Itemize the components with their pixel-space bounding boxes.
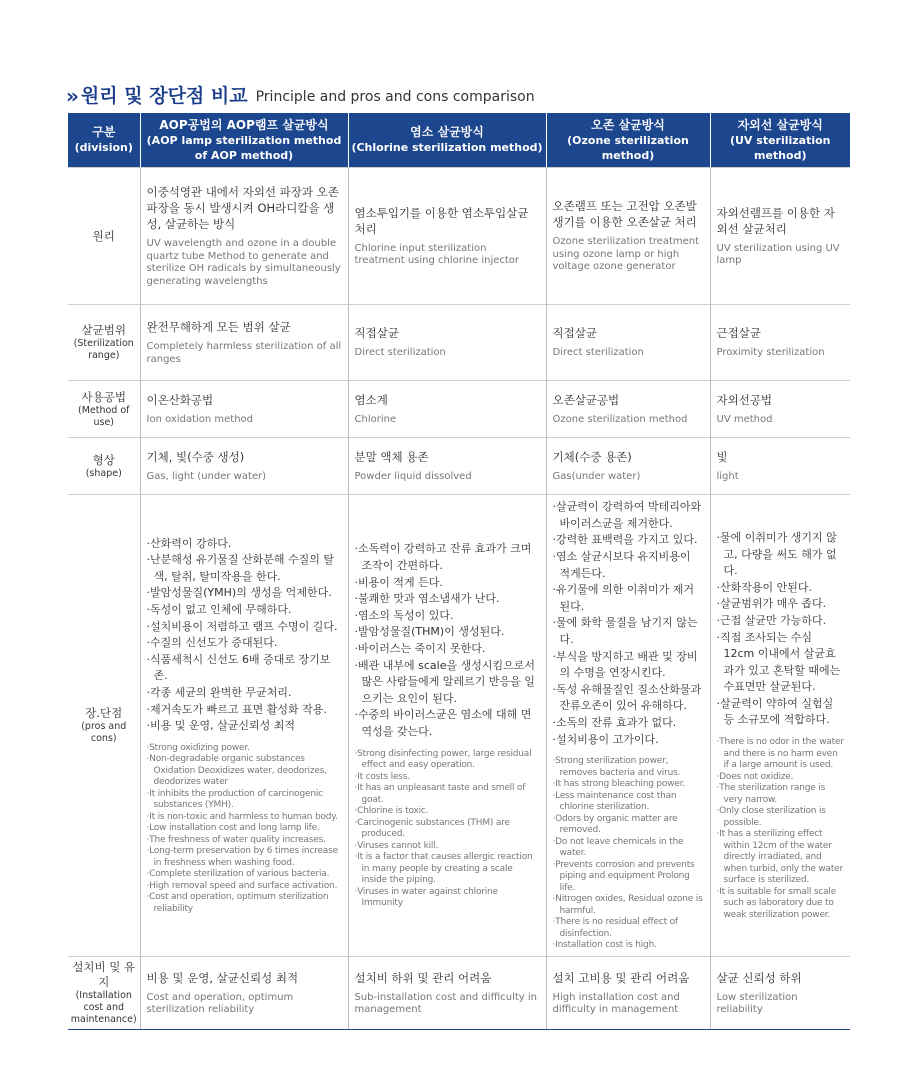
list-item: ·It inhibits the production of carcinogenic substances (YMH). xyxy=(146,788,323,811)
list-item: ·수중의 바이러스균은 염소에 대해 면역성을 갖는다. xyxy=(354,708,532,738)
cell-ozone: 오존살균공법 Ozone sterilization method xyxy=(546,381,710,438)
list-item: ·비용이 적게 든다. xyxy=(354,575,443,589)
cell-aop: 완전무해하게 모든 범위 살균 Completely harmless sterilization of all ranges xyxy=(140,305,348,381)
list-item: ·Strong disinfecting power, large residual effect and easy operation. xyxy=(354,748,532,771)
list-item: ·Cost and operation, optimum sterilization reliability xyxy=(146,892,329,914)
list-item: ·근접 살균만 가능하다. xyxy=(716,613,827,627)
list-item: ·It has a sterilizing effect within 12cm of the water directly irradiated, and when turbid, only the water surface is sterilized. xyxy=(716,829,844,886)
list-item: ·유기물에 의한 이취미가 제거된다. xyxy=(552,583,694,613)
title-korean: 원리 및 장단점 비교 xyxy=(80,85,248,107)
cell-chlorine xyxy=(348,495,546,957)
cell-uv: 근접살균 Proximity sterilization xyxy=(710,305,850,381)
list-item: ·There is no residual effect of disinfection. xyxy=(552,917,678,939)
cell-chlorine: 직접살균 Direct sterilization xyxy=(348,305,546,381)
list-item: ·식품세척시 신선도 6배 증대로 장기보존. xyxy=(146,652,331,683)
list-item: ·설치비용이 저렴하고 램프 수명이 길다. xyxy=(146,619,338,633)
list-item: ·배관 내부에 scale을 생성시킴으로서 많은 사람들에게 알레르기 반응을 일으키는 요인이 된다. xyxy=(354,658,535,705)
list-item: ·소독력이 강력하고 잔류 효과가 크며 조작이 간편하다. xyxy=(354,542,532,573)
cell-chlorine: 분말 액체 용존 Powder liquid dissolved xyxy=(348,438,546,495)
row-label: 사용공법 (Method of use) xyxy=(68,381,140,438)
list-item: ·바이러스는 죽이지 못한다. xyxy=(354,642,486,655)
header-division: 구분 (division) xyxy=(68,113,140,168)
list-item: ·살균력이 약하여 실험실 등 소규모에 적합하다. xyxy=(716,696,834,727)
list-item: ·The sterilization range is very narrow. xyxy=(716,783,826,805)
list-item: ·설치비용이 고가이다. xyxy=(552,732,659,746)
list-item: ·제거속도가 빠르고 표면 활성화 작용. xyxy=(146,702,327,716)
list-item: ·독성 유해물질인 질소산화물과 잔류오존이 있어 유해하다. xyxy=(552,682,702,713)
list-item: ·It has strong bleaching power. xyxy=(552,779,686,790)
cell-ozone: 직접살균 Direct sterilization xyxy=(546,305,710,381)
cell-uv: 자외선램프를 이용한 자외선 살균처리 UV sterilization using UV lamp xyxy=(710,168,850,305)
list-item: ·There is no odor in the water and there is no harm even if a large amount is used. xyxy=(716,737,844,771)
row-label: 장.단점 (pros and cons) xyxy=(68,495,140,957)
row-label: 살균범위 (Sterilization range) xyxy=(68,305,140,381)
list-item: ·강력한 표백력을 가지고 있다. xyxy=(552,533,698,547)
row-label: 형상 (shape) xyxy=(68,438,140,495)
list-item: ·Viruses in water against chlorine Immunity xyxy=(354,886,498,909)
cell-uv xyxy=(710,495,850,957)
list-item: ·각종 세균의 완벽한 무균처리. xyxy=(146,686,292,700)
list-item: ·Strong sterilization power, removes bacteria and virus. xyxy=(552,756,681,778)
cell-chlorine: 염소투입기를 이용한 염소투입살균 처리 Chlorine input sterilization treatment using chlorine injector xyxy=(348,168,546,305)
section-title xyxy=(66,79,866,107)
list-item: ·It has an unpleasant taste and smell of goat. xyxy=(354,783,526,805)
cell-ozone: 오존램프 또는 고전압 오존발생기를 이용한 오존살균 처리 Ozone sterilization treatment using ozone lamp or high voltage ozone generator xyxy=(546,168,710,305)
list-item: ·독성이 없고 인체에 무해하다. xyxy=(146,603,292,617)
list-item: ·비용 및 운영, 살균신뢰성 최적 xyxy=(146,719,295,733)
header-chlorine: 염소 살균방식 (Chlorine sterilization method) xyxy=(348,113,546,168)
row-pros-cons xyxy=(68,495,850,957)
cell-aop: 비용 및 운영, 살균신뢰성 최적 Cost and operation, optimum sterilization reliability xyxy=(140,957,348,1030)
list-item: ·부식을 방지하고 배관 및 장비의 수명을 연장시킨다. xyxy=(552,649,698,680)
list-item: ·Complete sterilization of various bacteria. xyxy=(146,869,330,880)
list-item: ·산화작용이 안된다. xyxy=(716,580,812,594)
comparison-table xyxy=(68,113,850,1030)
list-item: ·발암성물질(YMH)의 생성을 억제한다. xyxy=(146,586,332,600)
list-item: ·소독의 잔류 효과가 없다. xyxy=(552,716,677,730)
list-item: ·Long-term preservation by 6 times increase in freshness when washing food. xyxy=(146,846,338,868)
cell-aop: 이중석영관 내에서 자외선 파장과 오존 파장을 동시 발생시켜 OH라디칼을 생성, 살균하는 방식 UV wavelength and ozone in a double quartz tube Method to generate and sterilize OH radicals by simultaneously generating wavelengths xyxy=(140,168,348,305)
list-item: ·Installation cost is high. xyxy=(552,940,657,951)
list-item: ·Prevents corrosion and prevents piping and equipment Prolong life. xyxy=(552,859,695,893)
header-row xyxy=(68,113,850,168)
title-english: Principle and pros and cons comparison xyxy=(255,89,535,105)
list-item: ·The freshness of water quality increases. xyxy=(146,834,326,845)
list-item: ·Odors by organic matter are removed. xyxy=(552,813,678,836)
cell-uv: 빛 light xyxy=(710,438,850,495)
row-label: 설치비 및 유지 (Installation cost and maintenance) xyxy=(68,957,140,1030)
list-item: ·염소의 독성이 있다. xyxy=(354,608,454,622)
list-item: ·Only close sterilization is possible. xyxy=(716,806,826,828)
row-cost xyxy=(68,957,850,1030)
row-label: 원리 xyxy=(68,168,140,305)
cell-chlorine: 설치비 하위 및 관리 어려움 Sub-installation cost and difficulty in management xyxy=(348,957,546,1030)
list-item: ·난분해성 유기물질 산화분해 수질의 탈색, 탈취, 탈미작용을 한다. xyxy=(146,553,334,583)
list-item: ·직접 조사되는 수심 12cm 이내에서 살균효과가 있고 혼탁할 때에는 수표면만 살균된다. xyxy=(716,630,841,694)
cell-aop: 이온산화공법 Ion oxidation method xyxy=(140,381,348,438)
list-item: ·산화력이 강하다. xyxy=(146,536,232,550)
cell-uv: 살균 신뢰성 하위 Low sterilization reliability xyxy=(710,957,850,1030)
cell-aop: 기체, 빛(수중 생성) Gas, light (under water) xyxy=(140,438,348,495)
list-item: ·It is suitable for small scale such as laboratory due to weak sterilization power. xyxy=(716,886,837,920)
list-item: ·Do not leave chemicals in the water. xyxy=(552,836,684,859)
cell-uv: 자외선공법 UV method xyxy=(710,381,850,438)
list-item: ·물에 이취미가 생기지 않고, 다량을 써도 해가 없다. xyxy=(716,530,837,578)
list-item: ·Carcinogenic substances (THM) are produced. xyxy=(354,817,510,840)
list-item: ·물에 화학 물질을 남기지 않는다. xyxy=(552,616,698,647)
list-item: ·살균력이 강력하여 박테리아와 바이러스균을 제거한다. xyxy=(552,500,702,530)
cell-aop xyxy=(140,495,348,957)
list-item: ·Strong oxidizing power. xyxy=(146,742,250,753)
list-item: ·Nitrogen oxides, Residual ozone is harmful. xyxy=(552,894,703,916)
list-item: ·염소 살균시보다 유지비용이 적게든다. xyxy=(552,550,691,580)
list-item: ·발암성물질(THM)이 생성된다. xyxy=(354,625,505,639)
header-uv: 자외선 살균방식 (UV sterilization method) xyxy=(710,113,850,168)
list-item: ·It costs less. xyxy=(354,771,410,782)
cell-ozone: 설치 고비용 및 관리 어려움 High installation cost and difficulty in management xyxy=(546,957,710,1030)
row-principle xyxy=(68,168,850,305)
cell-chlorine: 염소계 Chlorine xyxy=(348,381,546,438)
list-item: ·불쾌한 맛과 염소냄새가 난다. xyxy=(354,592,500,606)
list-item: ·Does not oxidize. xyxy=(716,771,794,782)
row-range xyxy=(68,305,850,381)
list-item: ·Low installation cost and long lamp life. xyxy=(146,823,320,834)
cell-ozone: 기체(수중 용존) Gas(under water) xyxy=(546,438,710,495)
list-item: ·Less maintenance cost than chlorine sterilization. xyxy=(552,790,677,813)
list-item: ·살균범위가 매우 좁다. xyxy=(716,597,827,611)
list-item: ·It is non-toxic and harmless to human body. xyxy=(146,811,338,822)
double-chevron-icon: » xyxy=(66,84,75,108)
list-item: ·Viruses cannot kill. xyxy=(354,840,439,851)
header-ozone: 오존 살균방식 (Ozone sterilization method) xyxy=(546,113,710,168)
list-item: ·High removal speed and surface activation. xyxy=(146,880,338,891)
header-aop: AOP공법의 AOP램프 살균방식 (AOP lamp sterilization method of AOP method) xyxy=(140,113,348,168)
list-item: ·수질의 신선도가 증대된다. xyxy=(146,636,278,650)
list-item: ·Non-degradable organic substances Oxidation Deoxidizes water, deodorizes, deodorizes water xyxy=(146,754,327,788)
list-item: ·Chlorine is toxic. xyxy=(354,806,429,817)
list-item: ·It is a factor that causes allergic reaction in many people by creating a scale inside the piping. xyxy=(354,852,533,886)
cell-ozone xyxy=(546,495,710,957)
row-shape xyxy=(68,438,850,495)
row-method xyxy=(68,381,850,438)
